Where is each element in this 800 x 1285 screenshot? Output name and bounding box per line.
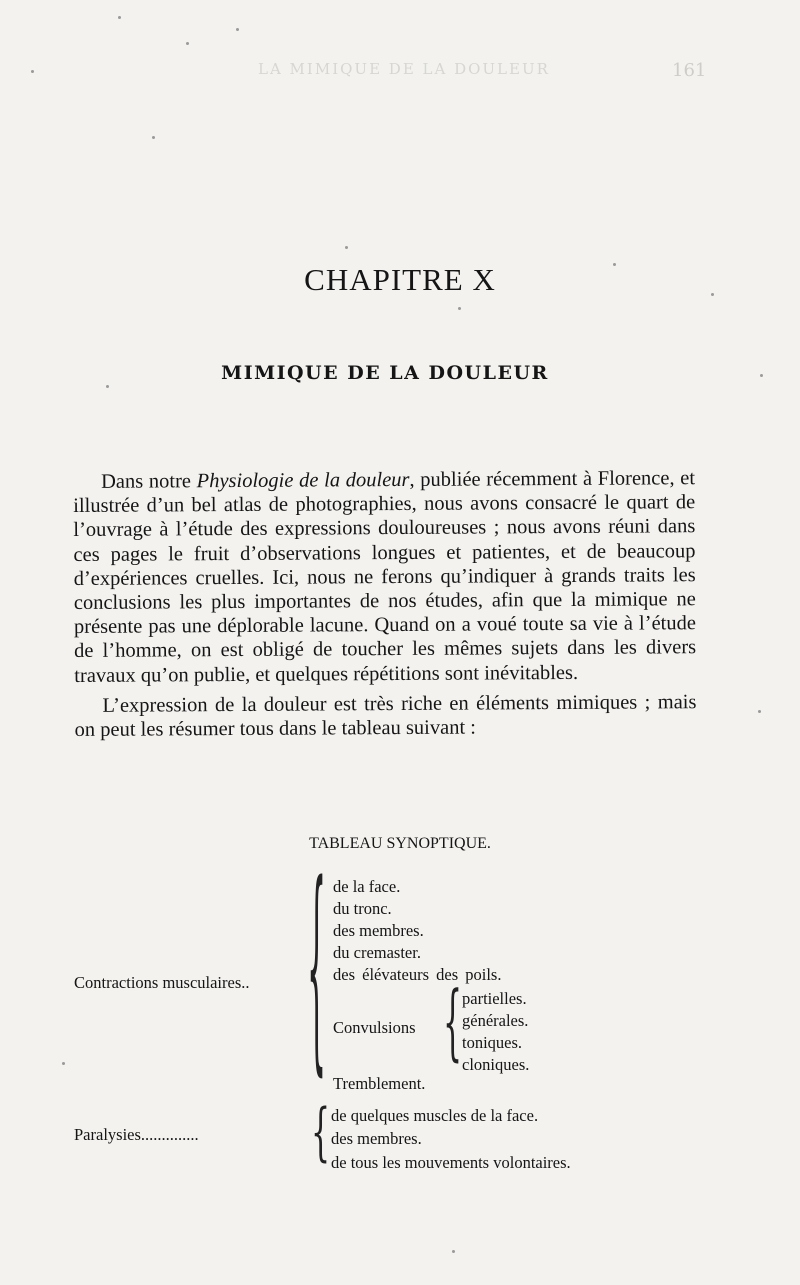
convulsion-item: cloniques.	[462, 1055, 530, 1074]
chapter-title: CHAPITRE X	[304, 262, 496, 297]
contraction-item: du cremaster.	[333, 943, 421, 962]
body-text	[73, 466, 697, 742]
paralysies-label	[74, 1124, 199, 1146]
leader-dots: ..............	[140, 1125, 199, 1144]
brace-paralysies-icon: {	[311, 1096, 331, 1171]
contraction-item: des membres.	[333, 921, 424, 940]
book-title-italic: Physiologie de la douleur	[196, 468, 410, 493]
ink-speck	[345, 246, 348, 249]
convulsion-item: toniques.	[462, 1033, 523, 1052]
table-title: TABLEAU SYNOPTIQUE.	[309, 835, 491, 852]
brace-contractions-icon: {	[307, 842, 327, 1102]
convulsions-label: Convulsions	[333, 1018, 416, 1037]
section-title: MIMIQUE DE LA DOULEUR	[221, 362, 549, 384]
contraction-item: de la face.	[333, 877, 401, 896]
paralysie-item: de tous les mouvements volontaires.	[331, 1153, 571, 1172]
paralysie-item: des membres.	[331, 1129, 422, 1148]
ink-speck	[758, 710, 761, 713]
paragraph-2: L’expression de la douleur est très riche en éléments mimiques ; mais on peut les résumer tous dans le tableau suivant :	[74, 691, 697, 742]
ink-speck	[452, 1250, 455, 1253]
ink-speck	[236, 28, 239, 31]
convulsion-item: partielles.	[462, 989, 527, 1008]
ink-speck	[31, 70, 34, 73]
paragraph-1-rest: , publiée récemment à Florence, et illustrée d’un bel atlas de photographies, nous avons consacré le quart de l’ouvrage à l’étude des expressions douloureuses ; nous avons réuni dans ces pages le fruit d’observations longues et patientes, et de beaucoup d’expériences cruelles. Ici, nous ne ferons qu’indiquer à grands traits les conclusions les plus importantes de nos études, afin que la mimique ne présente pas une déplorable lacune. Quand on a voué toute sa vie à l’étude de l’homme, on est obligé de toucher les mêmes sujets dans les divers travaux qu’on publie, et quelques répétitions sont inévitables.	[73, 467, 697, 687]
ink-speck	[186, 42, 189, 45]
tremblement-item: Tremblement.	[333, 1074, 426, 1093]
paralysies-text: Paralysies	[74, 1125, 141, 1144]
ink-speck	[106, 385, 109, 388]
ink-speck	[62, 1062, 65, 1065]
paragraph-1-start: Dans notre	[101, 470, 197, 493]
ink-speck	[458, 307, 461, 310]
ink-speck	[152, 136, 155, 139]
paragraph-1	[73, 466, 696, 688]
brace-convulsions-icon: {	[443, 975, 463, 1072]
running-header-ghost: LA MIMIQUE DE LA DOULEUR	[258, 60, 550, 78]
page-number-ghost: 161	[672, 60, 707, 81]
convulsion-item: générales.	[462, 1011, 529, 1030]
contractions-label: Contractions musculaires..	[74, 973, 250, 992]
contraction-item: des élévateurs des poils.	[333, 965, 502, 984]
contraction-item: du tronc.	[333, 899, 392, 918]
ink-speck	[118, 16, 121, 19]
paralysie-item: de quelques muscles de la face.	[331, 1106, 539, 1125]
